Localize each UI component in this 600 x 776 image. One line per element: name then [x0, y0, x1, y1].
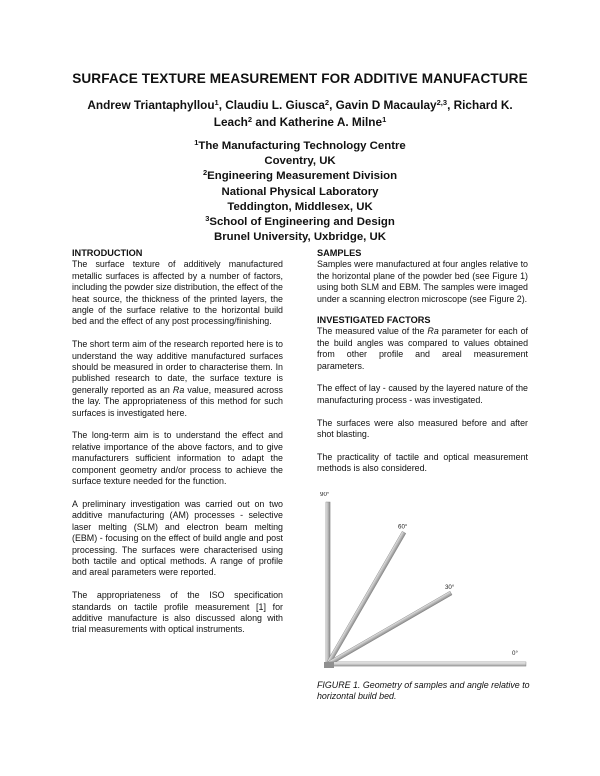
- affiliation-text: Teddington, Middlesex, UK: [227, 200, 373, 213]
- figure-caption: FIGURE 1. Geometry of samples and angle relative to horizontal build bed.: [317, 680, 530, 702]
- affiliation-text: School of Engineering and Design: [209, 216, 395, 229]
- introduction-heading: INTRODUCTION: [72, 248, 143, 258]
- intro-paragraph: The long-term aim is to understand the effect and relative importance of the above factors, and to give manufacturers sufficient information to adapt the component geometry and/or process to achieve the surface texture needed for the function.: [72, 430, 283, 487]
- intro-paragraph: The appropriateness of the ISO specification standards on tactile profile measurement [1] for additive manufacture is also discussed along with trial measurements with optical instruments.: [72, 590, 283, 635]
- affiliation-line: [0, 200, 600, 215]
- samples-paragraph: Samples were manufactured at four angles relative to the horizontal plane of the powder bed (see Figure 1) using both SLM and EBM. The samples were imaged under a scanning electron microscope (see Figure 2).: [317, 259, 528, 304]
- affiliation-line: [0, 215, 600, 230]
- affiliation-line: [0, 185, 600, 200]
- angle-label-60: 60°: [398, 523, 408, 531]
- factors-paragraph: The practicality of tactile and optical measurement methods is also considered.: [317, 451, 528, 474]
- author-affiliation-mark: 2: [247, 115, 253, 124]
- author-line-2: Leach$^2$ and Katherine A. Milne$^1$: [213, 115, 387, 129]
- factors-text: parameter for each of the build angles was compared to values obtained from other profile and areal measurement parameters.: [317, 326, 528, 371]
- author-name: Claudiu L. Giusca: [225, 98, 325, 112]
- affiliation-text: The Manufacturing Technology Centre: [198, 140, 406, 152]
- author-name: Gavin D Macaulay: [335, 98, 437, 112]
- factors-paragraph: The surfaces were also measured before and after shot blasting.: [317, 417, 528, 440]
- affiliation-line: [0, 139, 600, 154]
- angle-label-90: 90°: [320, 492, 330, 498]
- factors-paragraph: [317, 326, 528, 372]
- affiliation-mark: 3: [205, 214, 210, 224]
- right-column: [317, 248, 528, 475]
- left-column: [72, 248, 283, 636]
- figure-1-diagram: [316, 492, 528, 672]
- intro-paragraph: The short term aim of the research reported here is to understand the way additive manufactured surfaces should be measured in order to characterise them. In published research to date, the surface texture is generally reported as an Ra value, measured across the lay. The appropriateness of this method for such surfaces is investigated here.: [72, 339, 283, 418]
- factors-paragraph: The effect of lay - caused by the layered nature of the manufacturing process - was investigated.: [317, 383, 528, 405]
- samples-heading: SAMPLES: [317, 248, 362, 258]
- author-affiliation-mark: 2: [324, 98, 330, 107]
- affiliation-text: Brunel University, Uxbridge, UK: [214, 231, 386, 244]
- affiliation-line: [0, 154, 600, 169]
- affiliation-line: [0, 230, 600, 245]
- author-list: [80, 97, 520, 131]
- sample-bar-90-deg: [326, 502, 330, 664]
- ra-parameter: Ra: [172, 384, 185, 395]
- author-name: Leach: [213, 115, 248, 129]
- angle-label-0: 0°: [512, 650, 518, 657]
- intro-paragraph: The surface texture of additively manufactured metallic surfaces is affected by a number of factors, including the powder size distribution, the effect of the heat source, the thickness of the printed layers, the angle of the surface relative to the horizontal build bed and the effect of any post processing/finishing.: [72, 259, 283, 327]
- author-name: Andrew Triantaphyllou: [87, 98, 215, 112]
- affiliation-line: [0, 169, 600, 184]
- affiliation-mark: 1: [194, 138, 199, 147]
- affiliation-mark: 2: [202, 168, 208, 178]
- sample-bar-0-deg: [328, 662, 526, 666]
- factors-text: The measured value of the: [317, 326, 428, 337]
- author-affiliation-mark: 1: [214, 98, 219, 107]
- sample-bar-60-deg: [326, 531, 406, 665]
- author-name: Katherine A. Milne: [279, 115, 383, 129]
- bar-pivot: [324, 662, 334, 668]
- author-line-1: Andrew Triantaphyllou$^1$, Claudiu L. Giusca$^2$, Gavin D Macaulay$^{2,3}$, Richard K.: [87, 98, 513, 112]
- sample-bar-30-deg: [327, 591, 452, 666]
- factors-heading: INVESTIGATED FACTORS: [317, 315, 431, 326]
- author-name: Richard K.: [453, 98, 513, 112]
- angle-label-30: 30°: [444, 584, 455, 591]
- author-affiliation-mark: 1: [382, 115, 387, 124]
- affiliation-text: Coventry, UK: [264, 155, 336, 168]
- paper-title: SURFACE TEXTURE MEASUREMENT FOR ADDITIVE MANUFACTURE: [72, 71, 528, 86]
- author-affiliation-mark: 2,3: [436, 98, 448, 107]
- ra-parameter: Ra: [427, 326, 439, 337]
- affiliation-text: National Physical Laboratory: [221, 185, 379, 198]
- intro-paragraph: A preliminary investigation was carried out on two additive manufacturing (AM) processes - selective laser melting (SLM) and electron beam melting (EBM) - focusing on the effect of build angle and post processing. The surfaces were characterised using both tactile and optical methods. A range of profile and areal parameters were reported.: [72, 498, 283, 578]
- affiliation-text: Engineering Measurement Division: [207, 170, 398, 183]
- affiliations: [0, 139, 600, 245]
